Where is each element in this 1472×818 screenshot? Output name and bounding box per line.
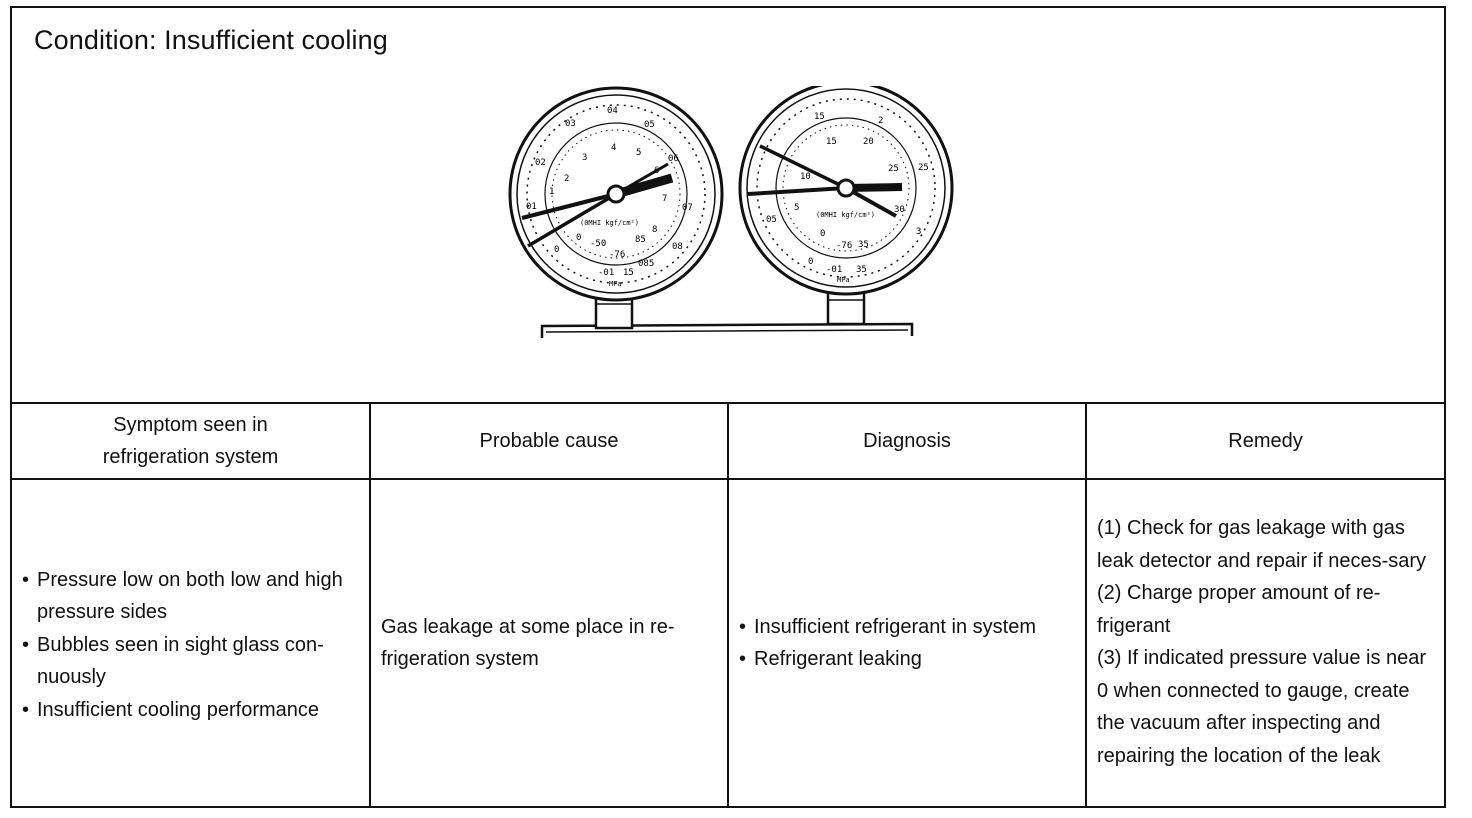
low-inner-tick-label: 3 (582, 153, 588, 163)
low-inner-tick-label: 85 (635, 235, 646, 245)
remedy-list (1087, 512, 1444, 774)
high-inner-tick-label: -76 (836, 241, 853, 251)
high-pressure-gauge (740, 86, 952, 324)
diagnosis-list (729, 611, 1085, 676)
cause-cell (370, 479, 728, 807)
high-inner-tick-label: 20 (863, 137, 874, 147)
low-gauge-hub (608, 186, 624, 202)
low-inner-tick-label: -50 (590, 239, 607, 249)
high-gauge-unit-kgf: (0MHI kgf/cm²) (816, 211, 876, 219)
low-outer-tick-label: 15 (623, 268, 634, 278)
high-inner-tick-label: 5 (794, 203, 800, 213)
symptom-list (12, 560, 369, 727)
remedy-step: (1) Check for gas leakage with gas leak detector and repair if neces-sary (1097, 517, 1427, 572)
header-diagnosis: Diagnosis (728, 403, 1086, 479)
header-remedy: Remedy (1086, 403, 1445, 479)
high-outer-tick-label: 3 (916, 227, 922, 237)
low-pressure-gauge (510, 88, 722, 328)
troubleshooting-sheet (10, 6, 1444, 810)
diagnosis-cell (728, 479, 1086, 807)
condition-title: Condition: Insufficient cooling (34, 25, 388, 55)
low-outer-tick-label: 085 (638, 259, 655, 269)
low-outer-tick-label: 05 (644, 120, 655, 130)
high-outer-tick-label: 15 (814, 112, 825, 122)
high-outer-tick-label: 35 (856, 265, 867, 275)
low-inner-tick-label: -76 (609, 250, 626, 260)
high-inner-tick-label: 25 (888, 164, 899, 174)
low-outer-tick-label: 08 (672, 242, 683, 252)
symptom-item: • Bubbles seen in sight glass con-nuously (22, 629, 361, 694)
low-outer-tick-label: 02 (535, 158, 546, 168)
high-inner-tick-label: 0 (820, 229, 826, 239)
low-outer-tick-label: 0 (554, 245, 560, 255)
troubleshooting-table (10, 402, 1446, 808)
low-outer-tick-label: 03 (565, 119, 576, 129)
remedy-step: (3) If indicated pressure value is near 0 when connected to gauge, create the vacuum after inspecting and repairing the location of the leak (1097, 647, 1427, 767)
header-probable-cause: Probable cause (370, 403, 728, 479)
manifold-gauge-illustration (498, 86, 968, 348)
low-outer-tick-label: -01 (598, 268, 615, 278)
diagnosis-item: • Insufficient refrigerant in system (739, 611, 1077, 644)
probable-cause-text: Gas leakage at some place in re-frigeration system (381, 615, 675, 670)
high-gauge-unit-mpa: MPa (837, 276, 850, 284)
low-outer-tick-label: 04 (607, 106, 618, 116)
low-inner-tick-label: 2 (564, 174, 570, 184)
low-gauge-unit-mpa: MPa (609, 280, 622, 288)
low-outer-tick-label: 06 (668, 154, 679, 164)
low-outer-tick-label: 07 (682, 203, 693, 213)
high-outer-tick-label: 05 (766, 215, 777, 225)
high-inner-tick-label: 30 (894, 205, 905, 215)
low-gauge-unit-kgf: (0MHI kgf/cm²) (580, 219, 640, 227)
condition-panel (10, 6, 1446, 404)
high-outer-tick-label: 0 (808, 257, 814, 267)
low-inner-tick-label: 0 (576, 233, 582, 243)
header-symptom: Symptom seen in refrigeration system (11, 403, 370, 479)
remedy-cell (1086, 479, 1445, 807)
table-row (11, 479, 1445, 807)
low-inner-tick-label: 1 (549, 187, 555, 197)
remedy-step: (2) Charge proper amount of re-frigerant (1097, 582, 1381, 637)
diagnosis-item: • Refrigerant leaking (739, 643, 1077, 676)
high-outer-tick-label: 2 (878, 116, 884, 126)
low-outer-tick-label: 01 (526, 202, 537, 212)
low-inner-tick-label: 8 (652, 225, 658, 235)
table-header-row (11, 403, 1445, 479)
high-inner-tick-label: 10 (800, 172, 811, 182)
symptom-item: • Pressure low on both low and high pressure sides (22, 564, 361, 629)
low-inner-tick-label: 5 (636, 148, 642, 158)
high-outer-tick-label: -01 (826, 265, 843, 275)
high-inner-tick-label: 15 (826, 137, 837, 147)
low-inner-tick-label: 7 (662, 194, 668, 204)
low-inner-tick-label: 4 (611, 143, 617, 153)
symptom-item: • Insufficient cooling performance (22, 694, 361, 727)
high-inner-tick-label: 35 (858, 240, 869, 250)
symptom-cell (11, 479, 370, 807)
high-gauge-hub (838, 180, 854, 196)
manifold-bar-lower (546, 330, 908, 332)
high-outer-tick-label: 25 (918, 163, 929, 173)
